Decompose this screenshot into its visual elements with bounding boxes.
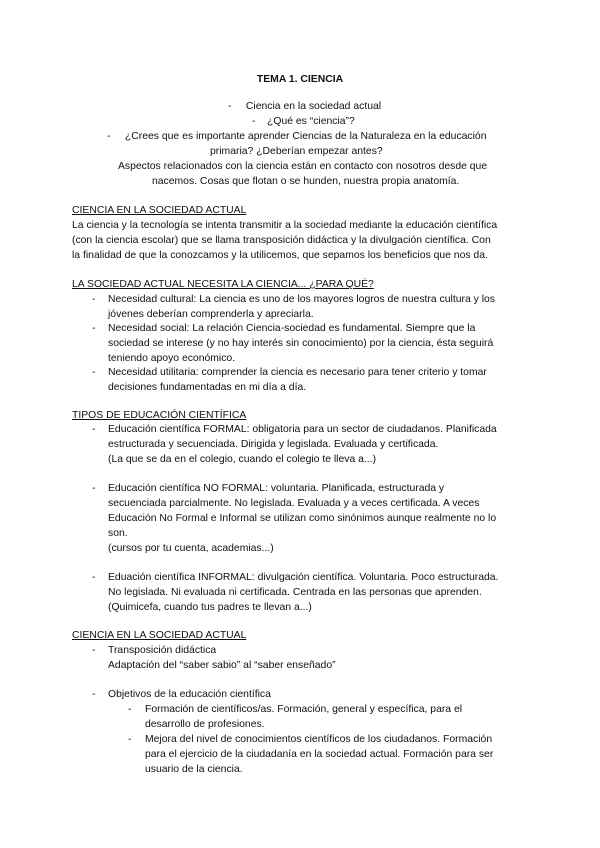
section-heading-tipos: TIPOS DE EDUCACIÓN CIENTÍFICA: [72, 410, 247, 421]
page-title: TEMA 1. CIENCIA: [256, 74, 344, 85]
intro-item-3-cont: primaria? ¿Deberían empezar antes?: [210, 146, 383, 157]
intro-item-1: - Ciencia en la sociedad actual: [228, 101, 382, 112]
intro-para-2: nacemos. Cosas que flotan o se hunden, nuestra propia anatomía.: [152, 176, 460, 187]
section-heading-ciencia: CIENCIA EN LA SOCIEDAD ACTUAL: [72, 205, 247, 216]
s1-line-2: (con la ciencia escolar) que se llama transposición didáctica y la divulgación científica. Con: [72, 235, 491, 246]
intro-item-3: - ¿Crees que es importante aprender Ciencias de la Naturaleza en la educación: [107, 131, 487, 142]
intro-item-2: - ¿Qué es “ciencia”?: [252, 116, 355, 127]
intro-para-1: Aspectos relacionados con la ciencia están en contacto con nosotros desde que: [118, 161, 488, 172]
s1-line-3: la finalidad de que la conozcamos y la utilicemos, que sepamos los beneficios que nos da.: [72, 250, 488, 261]
section-heading-necesita: LA SOCIEDAD ACTUAL NECESITA LA CIENCIA... ¿PARA QUÉ?: [72, 279, 374, 290]
s1-line-1: La ciencia y la tecnología se intenta transmitir a la sociedad mediante la educación científica: [72, 220, 498, 231]
section-heading-ciencia-2: CIENCIA EN LA SOCIEDAD ACTUAL: [72, 630, 247, 641]
